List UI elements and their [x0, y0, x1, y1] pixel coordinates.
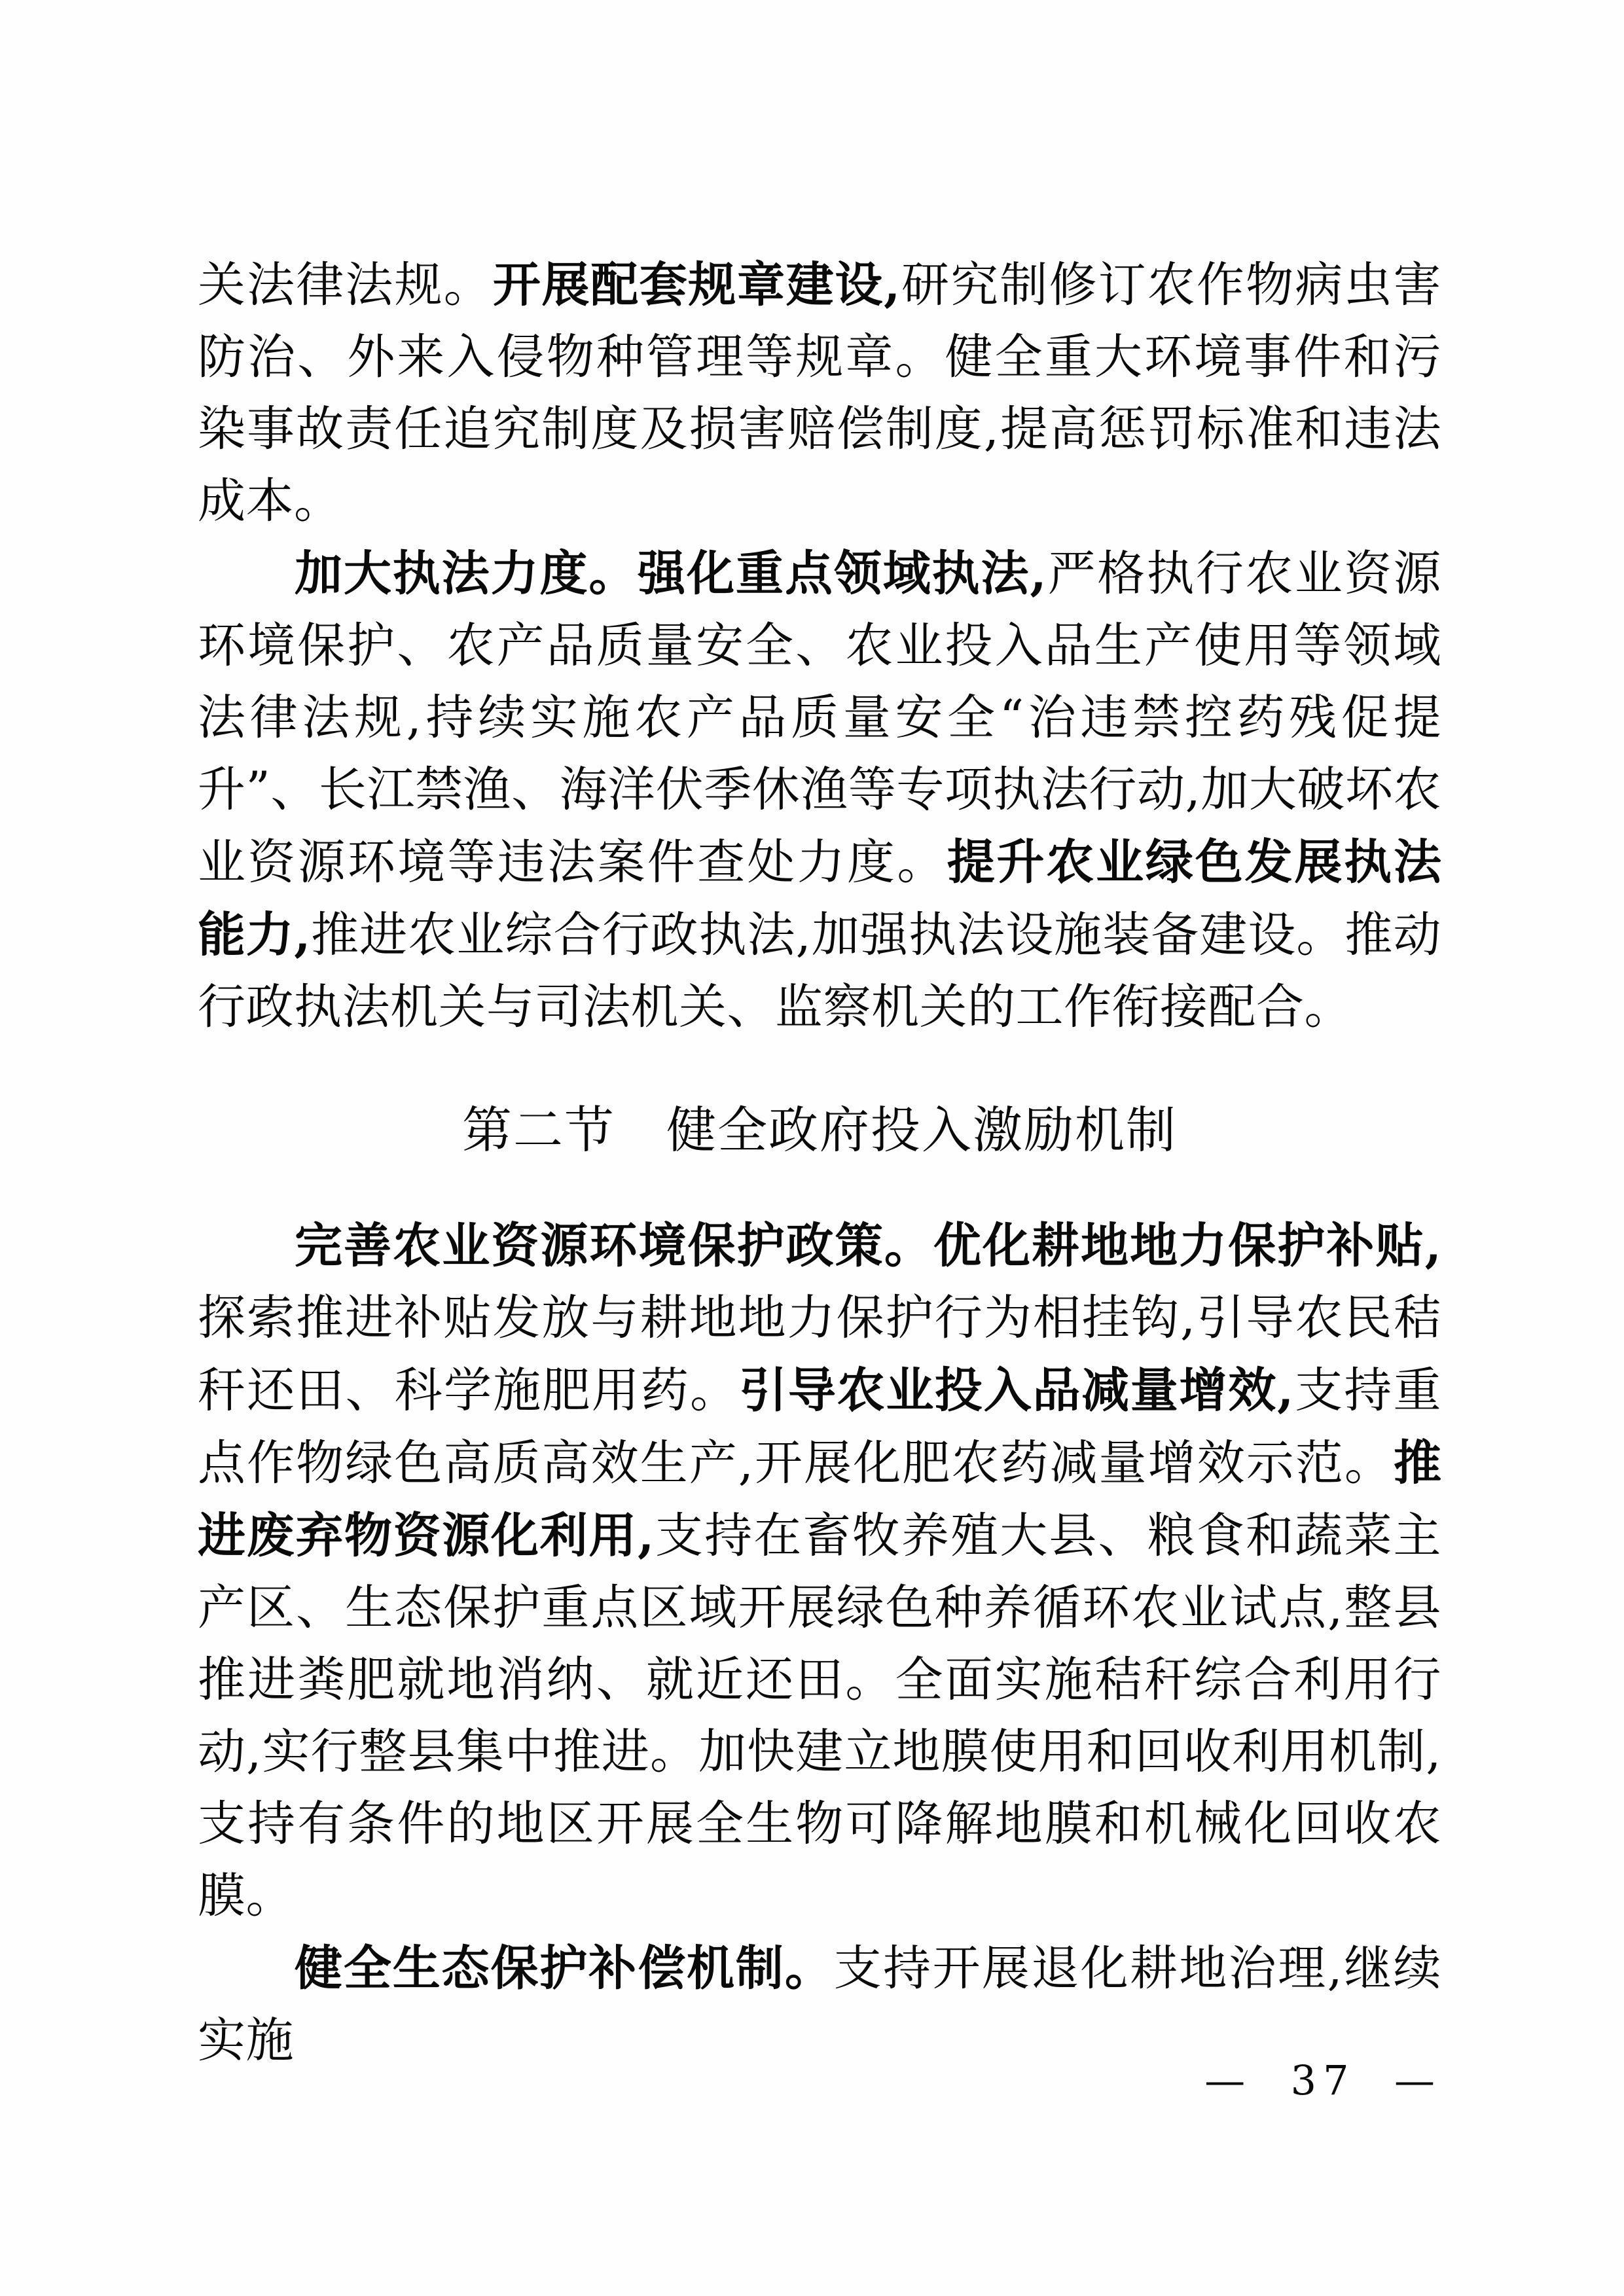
text-run: 关法律法规。: [198, 257, 493, 313]
text-run: 严格执行农业资源环境保护、农产品质量安全、农业投入品生产使用等领域法律法规,持续实施农产品质量安全“治违禁控药残促提升”、长江禁渔、海洋伏季休渔等专项执法行动,加大破坏农业资源环境等违法案件查处力度。: [198, 546, 1442, 890]
para-law-enforcement: [198, 537, 1441, 1043]
heading-bottom-spacer: [198, 1166, 1441, 1210]
para-law-regulations: [198, 249, 1441, 537]
para-resource-policy: [198, 1210, 1441, 1932]
page-content-column: [198, 249, 1441, 2077]
heading-top-spacer: [198, 1043, 1441, 1094]
emphasis-run: 推进废弃物资源化利用,: [198, 1435, 1441, 1564]
text-run: 支持在畜牧养殖大县、粮食和蔬菜主产区、生态保护重点区域开展绿色种养循环农业试点,整县推进粪肥就地消纳、就近还田。全面实施秸秆综合利用行动,实行整县集中推进。加快建立地膜使用和回收利用机制,支持有条件的地区开展全生物可降解地膜和机械化回收农膜。: [198, 1508, 1441, 1924]
emphasis-run: 完善农业资源环境保护政策。优化耕地地力保护补贴,: [295, 1217, 1441, 1274]
emphasis-run: 加大执法力度。强化重点领域执法,: [295, 545, 1047, 601]
emphasis-run: 开展配套规章建设,: [492, 257, 901, 313]
paragraph-group-top: [198, 249, 1441, 1043]
paragraph-group-bottom: [198, 1210, 1441, 2077]
page-number: — 37 —: [1204, 2056, 1441, 2104]
emphasis-run: 提升农业绿色发展执法能力,: [198, 834, 1441, 963]
text-run: 支持重点作物绿色高质高效生产,开展化肥农药减量增效示范。: [198, 1363, 1441, 1491]
text-run: 推进农业综合行政执法,加强执法设施装备建设。推动行政执法机关与司法机关、监察机关的工作衔接配合。: [198, 907, 1441, 1035]
emphasis-run: 引导农业投入品减量增效,: [739, 1362, 1294, 1418]
para-eco-compensation: [198, 1932, 1441, 2077]
emphasis-run: 健全生态保护补偿机制。: [295, 1940, 834, 1996]
text-run: 支持开展退化耕地治理,继续实施: [198, 1941, 1441, 2068]
section-heading: 第二节 健全政府投入激励机制: [462, 1101, 1177, 1159]
text-run: 研究制修订农作物病虫害防治、外来入侵物种管理等规章。健全重大环境事件和污染事故责任追究制度及损害赔偿制度,提高惩罚标准和违法成本。: [198, 257, 1441, 529]
text-run: 探索推进补贴发放与耕地地力保护行为相挂钩,引导农民秸秆还田、科学施肥用药。: [198, 1290, 1441, 1418]
